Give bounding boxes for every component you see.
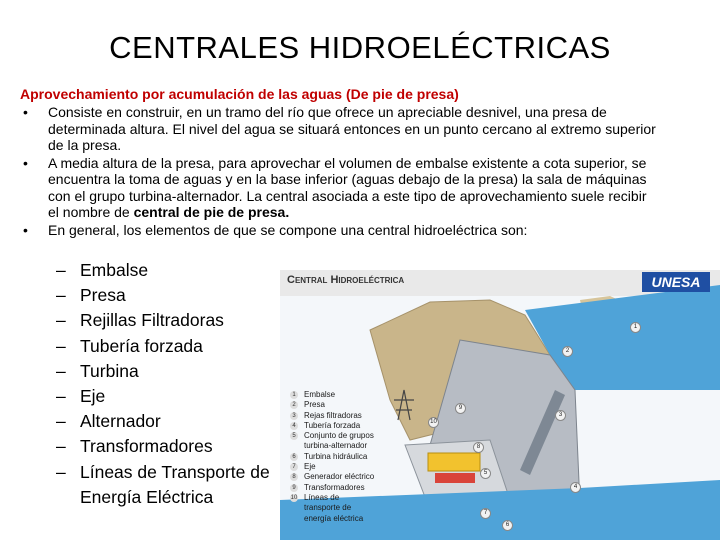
bullet-list	[20, 104, 660, 239]
callout-marker: 10	[428, 417, 439, 428]
bullet-item	[20, 104, 660, 154]
legend-item: 2 Presa	[290, 400, 374, 410]
figure-legend	[290, 390, 374, 524]
callout-marker: 4	[570, 482, 581, 493]
hydro-plant-illustration	[280, 270, 720, 540]
elements-list	[56, 258, 270, 510]
callout-marker: 7	[480, 508, 491, 519]
figure-title: Central Hidroeléctrica	[287, 274, 405, 286]
bullet-text: En general, los elementos de que se compone una central hidroeléctrica son:	[48, 221, 528, 238]
legend-item: 8 Generador eléctrico	[290, 472, 374, 482]
bullet-text: Consiste en construir, en un tramo del río que ofrece un apreciable desnivel, una presa de determinada altura. El nivel del agua se situará entonces en un punto cercano al extremo superior de la presa.	[48, 104, 656, 153]
callout-marker: 5	[480, 468, 491, 479]
legend-item: 7 Eje	[290, 462, 374, 472]
dash-icon: –	[56, 360, 66, 381]
bullet-dot-icon: •	[23, 154, 28, 171]
element-item: – Turbina	[56, 359, 270, 384]
dash-icon: –	[56, 335, 66, 356]
dash-icon: –	[56, 461, 66, 482]
bullet-item	[20, 222, 660, 239]
callout-marker: 1	[630, 322, 641, 333]
callout-marker: 8	[473, 442, 484, 453]
callout-marker: 9	[455, 403, 466, 414]
element-item: – Embalse	[56, 258, 270, 283]
bullet-item	[20, 155, 660, 221]
element-item: – Eje	[56, 384, 270, 409]
callout-marker: 2	[562, 346, 573, 357]
element-item: – Transformadores	[56, 434, 270, 459]
legend-item: 10 Líneas de transporte de energía eléctrica	[290, 492, 364, 523]
element-item: – Presa	[56, 283, 270, 308]
element-item: – Rejillas Filtradoras	[56, 308, 270, 333]
bullet-bold-text: central de pie de presa.	[133, 204, 290, 220]
unesa-logo: UNESA	[642, 272, 710, 292]
turbine-block-shape	[435, 473, 475, 483]
bullet-dot-icon: •	[23, 221, 28, 238]
dash-icon: –	[56, 436, 66, 457]
legend-item: 6 Turbina hidráulica	[290, 452, 374, 462]
legend-item: 4 Tubería forzada	[290, 421, 374, 431]
dash-icon: –	[56, 260, 66, 280]
legend-item: 9 Transformadores	[290, 483, 374, 493]
slide-title: CENTRALES HIDROELÉCTRICAS	[109, 30, 611, 65]
bullet-dot-icon: •	[23, 104, 28, 120]
dash-icon: –	[56, 386, 66, 407]
element-item: – Alternador	[56, 409, 270, 434]
element-item: – Tubería forzada	[56, 334, 270, 359]
dash-icon: –	[56, 285, 66, 306]
callout-marker: 3	[555, 410, 566, 421]
section-subtitle: Aprovechamiento por acumulación de las aguas (De pie de presa)	[20, 86, 459, 102]
element-item: – Líneas de Transporte de Energía Eléctrica	[56, 461, 270, 507]
legend-item: 1 Embalse	[290, 390, 374, 400]
callout-marker: 6	[502, 520, 513, 531]
legend-item: 5 Conjunto de grupos turbina-alternador	[290, 431, 374, 452]
generator-block-shape	[428, 453, 480, 471]
dash-icon: –	[56, 310, 66, 331]
bullet-text: A media altura de la presa, para aprovechar el volumen de embalse existente a cota superior, se encuentra la toma de aguas y en la base inferior (aguas debajo de la presa) la sala de máquinas con el grupo turbina-alternador. La central asociada a este tipo de aprovechamiento suele recibir el nombre de	[48, 154, 647, 220]
dash-icon: –	[56, 411, 66, 432]
legend-item: 3 Rejas filtradoras	[290, 411, 374, 421]
